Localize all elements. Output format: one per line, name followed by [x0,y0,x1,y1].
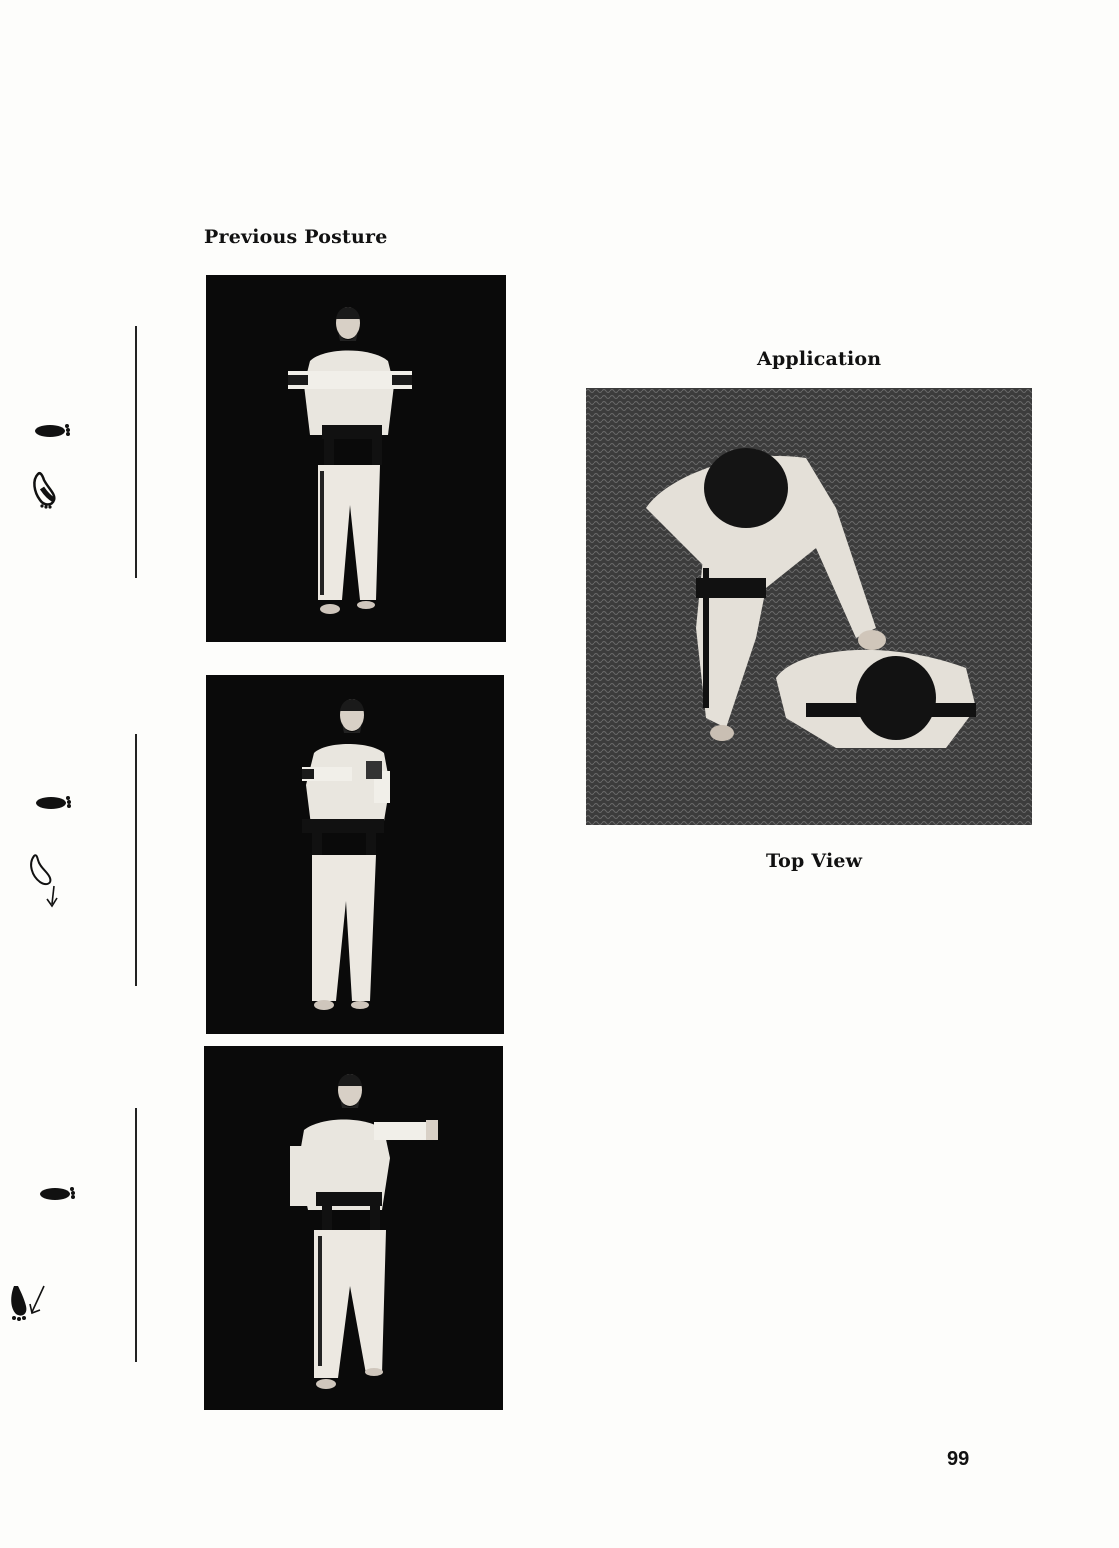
step-rule-1 [135,326,137,578]
top-view-caption: Top View [766,850,863,872]
application-caption: Application [757,348,882,370]
page-number: 99 [947,1448,970,1470]
step-2-photo [206,675,504,1034]
step-rule-2 [135,734,137,986]
step-3-photo [204,1046,503,1410]
footprint-outline-icon [30,470,60,510]
footprint-arrow-icon [28,852,68,912]
previous-posture-photo [206,275,506,642]
footprint-icon [33,792,73,814]
footprint-icon [37,1183,77,1205]
footprint-icon [32,420,72,442]
step-rule-3 [135,1108,137,1362]
previous-posture-caption: Previous Posture [204,226,388,248]
footprint-turn-icon [6,1280,52,1324]
application-top-view-photo [586,388,1032,825]
